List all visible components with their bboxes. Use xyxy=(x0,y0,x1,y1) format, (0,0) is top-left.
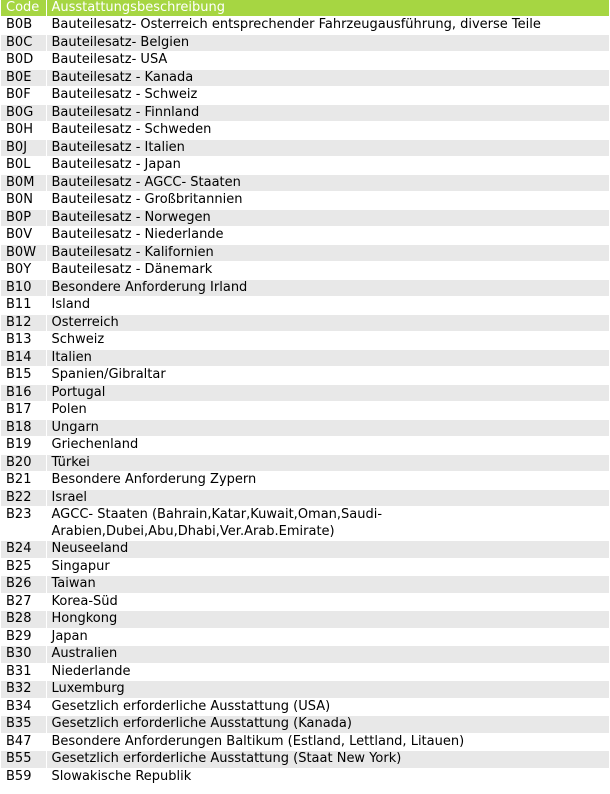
table-row xyxy=(1,454,609,472)
row-description: Bauteilesatz- USA xyxy=(46,52,609,70)
row-code: B34 xyxy=(1,698,46,716)
row-code: B0Y xyxy=(1,262,46,280)
table-row xyxy=(1,716,609,734)
row-description: Griechenland xyxy=(46,437,609,455)
row-code: B0D xyxy=(1,52,46,70)
table-row xyxy=(1,69,609,87)
row-code: B35 xyxy=(1,716,46,734)
row-code: B14 xyxy=(1,349,46,367)
row-code: B0L xyxy=(1,157,46,175)
row-description: Bauteilesatz - Italien xyxy=(46,139,609,157)
table-row xyxy=(1,733,609,751)
row-description: Ungarn xyxy=(46,419,609,437)
row-code: B23 xyxy=(1,507,46,541)
row-code: B13 xyxy=(1,332,46,350)
table-header-row xyxy=(1,0,609,17)
row-description: Korea-Süd xyxy=(46,593,609,611)
row-description: Bauteilesatz - Schweden xyxy=(46,122,609,140)
row-description: Gesetzlich erforderliche Ausstattung (USA) xyxy=(46,698,609,716)
table-row xyxy=(1,244,609,262)
table-row xyxy=(1,122,609,140)
row-description: Israel xyxy=(46,489,609,507)
row-code: B47 xyxy=(1,733,46,751)
row-description: Slowakische Republik xyxy=(46,768,609,786)
row-description: Singapur xyxy=(46,558,609,576)
table-row xyxy=(1,768,609,786)
table-row xyxy=(1,279,609,297)
row-code: B32 xyxy=(1,681,46,699)
column-header-description: Ausstattungsbeschreibung xyxy=(46,0,609,17)
row-code: B20 xyxy=(1,454,46,472)
row-code: B0M xyxy=(1,174,46,192)
row-description: Türkei xyxy=(46,454,609,472)
table-row xyxy=(1,87,609,105)
table-row xyxy=(1,541,609,559)
table-row xyxy=(1,437,609,455)
row-description: Bauteilesatz - Japan xyxy=(46,157,609,175)
row-code: B0C xyxy=(1,34,46,52)
row-description: Italien xyxy=(46,349,609,367)
row-code: B0E xyxy=(1,69,46,87)
row-code: B25 xyxy=(1,558,46,576)
row-description: Australien xyxy=(46,646,609,664)
row-code: B28 xyxy=(1,611,46,629)
table-row xyxy=(1,104,609,122)
row-description: Bauteilesatz- Belgien xyxy=(46,34,609,52)
row-description: Spanien/Gibraltar xyxy=(46,367,609,385)
row-description: Neuseeland xyxy=(46,541,609,559)
row-description: Niederlande xyxy=(46,663,609,681)
row-description: Bauteilesatz - Dänemark xyxy=(46,262,609,280)
table-row xyxy=(1,297,609,315)
table-row xyxy=(1,349,609,367)
row-description: Gesetzlich erforderliche Ausstattung (Kanada) xyxy=(46,716,609,734)
row-description: Bauteilesatz - Großbritannien xyxy=(46,192,609,210)
row-description: Bauteilesatz - Finnland xyxy=(46,104,609,122)
table-row xyxy=(1,139,609,157)
row-description: Polen xyxy=(46,402,609,420)
row-code: B27 xyxy=(1,593,46,611)
row-description: Besondere Anforderung Zypern xyxy=(46,472,609,490)
table-row xyxy=(1,663,609,681)
table-row xyxy=(1,751,609,769)
row-code: B0B xyxy=(1,17,46,35)
row-code: B18 xyxy=(1,419,46,437)
row-code: B0F xyxy=(1,87,46,105)
column-header-code: Code xyxy=(1,0,46,17)
table-row xyxy=(1,681,609,699)
table-row xyxy=(1,576,609,594)
table-row xyxy=(1,17,609,35)
table-row xyxy=(1,332,609,350)
table-row xyxy=(1,174,609,192)
row-code: B16 xyxy=(1,384,46,402)
row-code: B59 xyxy=(1,768,46,786)
row-description: Besondere Anforderungen Baltikum (Estland, Lettland, Litauen) xyxy=(46,733,609,751)
row-code: B0N xyxy=(1,192,46,210)
row-description: Österreich xyxy=(46,314,609,332)
table-row xyxy=(1,558,609,576)
table-row xyxy=(1,209,609,227)
row-code: B0G xyxy=(1,104,46,122)
row-description: Bauteilesatz - Schweiz xyxy=(46,87,609,105)
row-code: B29 xyxy=(1,628,46,646)
row-code: B0J xyxy=(1,139,46,157)
row-description: Hongkong xyxy=(46,611,609,629)
row-code: B15 xyxy=(1,367,46,385)
table-row xyxy=(1,628,609,646)
table-row xyxy=(1,262,609,280)
row-code: B17 xyxy=(1,402,46,420)
row-description: Gesetzlich erforderliche Ausstattung (Staat New York) xyxy=(46,751,609,769)
table-row xyxy=(1,157,609,175)
table-row xyxy=(1,611,609,629)
table-row xyxy=(1,367,609,385)
table-row xyxy=(1,192,609,210)
row-code: B19 xyxy=(1,437,46,455)
row-description: Taiwan xyxy=(46,576,609,594)
row-description: Besondere Anforderung Irland xyxy=(46,279,609,297)
table-row xyxy=(1,52,609,70)
row-code: B26 xyxy=(1,576,46,594)
table-row xyxy=(1,507,609,541)
row-code: B55 xyxy=(1,751,46,769)
row-description: Bauteilesatz - Niederlande xyxy=(46,227,609,245)
row-description: Japan xyxy=(46,628,609,646)
row-description: Schweiz xyxy=(46,332,609,350)
table-row xyxy=(1,593,609,611)
table-row xyxy=(1,646,609,664)
row-code: B22 xyxy=(1,489,46,507)
row-description: Bauteilesatz - Norwegen xyxy=(46,209,609,227)
row-code: B0P xyxy=(1,209,46,227)
row-code: B0W xyxy=(1,244,46,262)
row-code: B21 xyxy=(1,472,46,490)
row-code: B11 xyxy=(1,297,46,315)
row-description: Bauteilesatz - AGCC- Staaten xyxy=(46,174,609,192)
equipment-code-table xyxy=(1,0,610,786)
row-description: Bauteilesatz- Österreich entsprechender Fahrzeugausführung, diverse Teile xyxy=(46,17,609,35)
row-code: B24 xyxy=(1,541,46,559)
row-code: B30 xyxy=(1,646,46,664)
row-code: B12 xyxy=(1,314,46,332)
table-row xyxy=(1,314,609,332)
row-description: Portugal xyxy=(46,384,609,402)
table-row xyxy=(1,34,609,52)
row-description: Island xyxy=(46,297,609,315)
table-row xyxy=(1,419,609,437)
row-description: Luxemburg xyxy=(46,681,609,699)
table-row xyxy=(1,384,609,402)
table-row xyxy=(1,227,609,245)
table-row xyxy=(1,402,609,420)
row-description: Bauteilesatz - Kanada xyxy=(46,69,609,87)
table-row xyxy=(1,489,609,507)
table-row xyxy=(1,698,609,716)
table-row xyxy=(1,472,609,490)
row-code: B10 xyxy=(1,279,46,297)
row-description: Bauteilesatz - Kalifornien xyxy=(46,244,609,262)
table-body xyxy=(1,17,609,786)
row-description: AGCC- Staaten (Bahrain,Katar,Kuwait,Oman,Saudi-Arabien,Dubei,Abu,Dhabi,Ver.Arab.Emirate) xyxy=(46,507,609,541)
row-code: B31 xyxy=(1,663,46,681)
row-code: B0V xyxy=(1,227,46,245)
row-code: B0H xyxy=(1,122,46,140)
